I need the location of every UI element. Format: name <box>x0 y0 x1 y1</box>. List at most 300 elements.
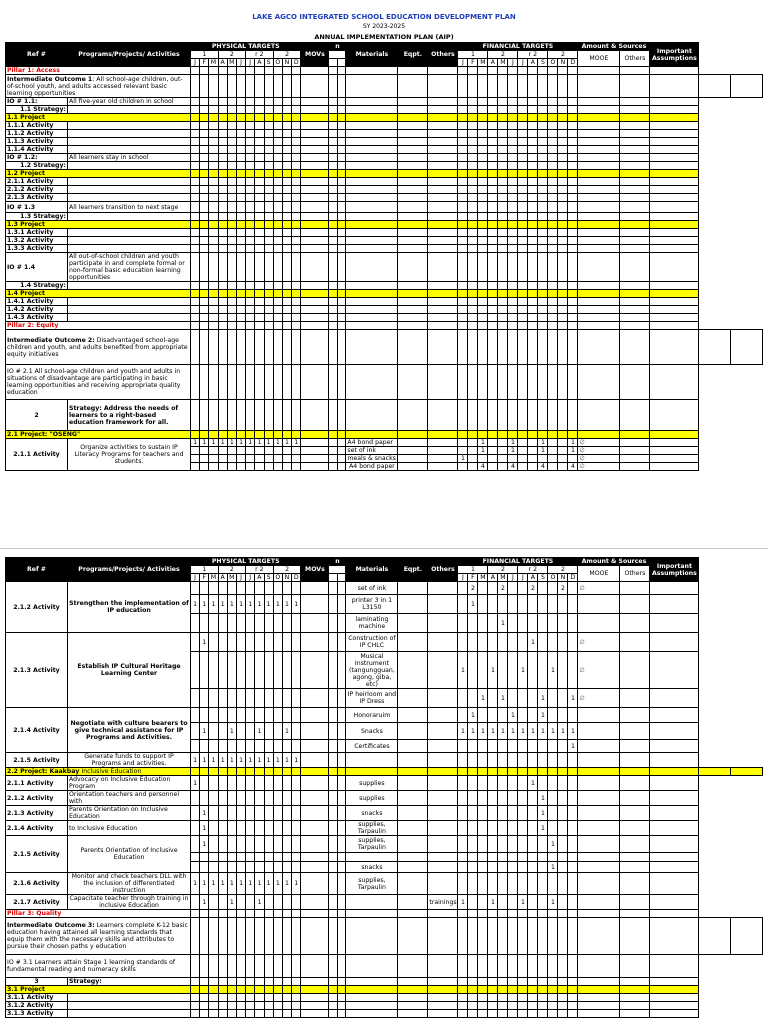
table-cell: 2 <box>558 582 568 595</box>
table-cell <box>255 202 264 213</box>
table-cell <box>338 186 346 194</box>
table-cell <box>191 708 200 723</box>
table-cell <box>428 862 458 873</box>
table-cell <box>236 723 245 740</box>
table-cell <box>292 114 301 122</box>
table-cell: 1 <box>246 439 255 447</box>
table-cell <box>528 955 538 978</box>
table-cell <box>227 652 236 689</box>
table-cell <box>218 245 227 253</box>
table-cell: IO # 1.2: <box>6 154 68 162</box>
table-cell <box>620 162 650 170</box>
table-cell <box>246 986 255 994</box>
table-cell <box>236 895 245 910</box>
table-cell <box>329 202 338 213</box>
table-cell <box>301 791 329 806</box>
table-cell <box>191 186 200 194</box>
table-cell <box>227 689 236 708</box>
table-cell: ∅ <box>578 633 620 652</box>
table-cell <box>398 689 428 708</box>
table-cell: 1.3.1 Activity <box>6 229 68 237</box>
table-cell <box>650 290 699 298</box>
table-cell <box>558 106 568 114</box>
table-cell <box>538 178 548 186</box>
table-cell <box>227 910 236 918</box>
table-cell <box>398 306 428 314</box>
table-cell: 2 <box>218 51 246 59</box>
table-cell <box>301 463 329 471</box>
table-cell <box>508 836 518 853</box>
table-cell <box>458 862 468 873</box>
table-cell <box>558 1002 568 1010</box>
table-cell: Generate funds to support IP Programs and activities. <box>68 753 191 768</box>
table-cell <box>498 146 508 154</box>
table-cell <box>218 194 227 202</box>
table-cell <box>538 614 548 633</box>
table-cell <box>498 439 508 447</box>
table-cell <box>209 322 218 330</box>
table-cell <box>255 978 264 986</box>
table-cell <box>428 170 458 178</box>
table-cell <box>650 1002 699 1010</box>
table-cell <box>650 365 699 400</box>
table-cell <box>528 122 538 130</box>
table-cell <box>458 791 468 806</box>
table-cell <box>468 994 478 1002</box>
table-cell <box>620 202 650 213</box>
table-cell: 2.1.5 Activity <box>6 753 68 768</box>
table-cell <box>488 282 498 290</box>
table-cell <box>398 708 428 723</box>
table-cell <box>191 652 200 689</box>
table-cell <box>568 75 578 98</box>
table-cell <box>301 614 329 633</box>
table-cell <box>200 170 209 178</box>
table-cell <box>468 776 478 791</box>
table-cell: 1.4 Project <box>6 290 191 298</box>
table-cell <box>273 708 282 723</box>
table-cell <box>292 170 301 178</box>
table-cell: 1 <box>191 873 200 895</box>
table-cell <box>650 130 699 138</box>
table-cell <box>264 740 273 753</box>
table-cell <box>498 178 508 186</box>
table-row <box>6 895 763 910</box>
table-cell <box>301 67 329 75</box>
table-cell: J <box>191 574 200 582</box>
table-cell <box>428 245 458 253</box>
table-cell <box>218 821 227 836</box>
table-cell: D <box>568 59 578 67</box>
table-cell <box>478 114 488 122</box>
table-cell <box>518 768 528 776</box>
table-cell <box>292 154 301 162</box>
table-cell <box>620 1002 650 1010</box>
table-cell <box>68 106 191 114</box>
table-cell <box>264 955 273 978</box>
table-cell: 1 <box>508 708 518 723</box>
table-cell <box>620 768 650 776</box>
table-cell <box>191 455 200 463</box>
table-cell <box>468 330 478 365</box>
table-cell <box>200 130 209 138</box>
table-cell <box>568 652 578 689</box>
table-cell <box>428 447 458 455</box>
table-cell <box>218 229 227 237</box>
table-cell <box>209 910 218 918</box>
table-cell <box>227 633 236 652</box>
table-cell: 4 <box>478 463 488 471</box>
table-cell <box>329 994 338 1002</box>
table-cell <box>301 365 329 400</box>
table-cell <box>264 1010 273 1018</box>
table-cell <box>508 806 518 821</box>
table-cell <box>301 330 329 365</box>
table-cell <box>538 213 548 221</box>
table-cell: 1 <box>538 806 548 821</box>
table-cell <box>498 202 508 213</box>
table-cell <box>329 768 338 776</box>
table-cell: 1 <box>200 753 209 768</box>
table-cell <box>209 186 218 194</box>
table-cell: IO # 1.1: <box>6 98 68 106</box>
table-cell <box>568 98 578 106</box>
table-cell <box>338 853 346 862</box>
table-cell: ∅ <box>578 455 620 463</box>
table-cell <box>398 229 428 237</box>
table-cell <box>236 986 245 994</box>
table-cell <box>458 106 468 114</box>
table-cell <box>620 154 650 162</box>
table-cell <box>282 282 291 290</box>
table-cell <box>538 873 548 895</box>
table-cell: 1 <box>548 836 558 853</box>
table-cell <box>255 290 264 298</box>
table-cell <box>568 633 578 652</box>
table-cell <box>301 806 329 821</box>
table-cell <box>255 455 264 463</box>
table-cell: 2 <box>548 566 578 574</box>
table-cell <box>568 314 578 322</box>
table-cell: 1 <box>264 439 273 447</box>
table-cell <box>558 740 568 753</box>
table-cell <box>255 130 264 138</box>
table-cell <box>650 75 699 98</box>
table-cell <box>538 431 548 439</box>
table-cell: 1 <box>246 753 255 768</box>
table-cell <box>346 753 398 768</box>
col-ref: Ref # <box>6 558 68 582</box>
table-cell <box>282 154 291 162</box>
table-cell <box>568 614 578 633</box>
table-cell <box>468 455 478 463</box>
table-cell <box>264 213 273 221</box>
table-cell <box>264 455 273 463</box>
table-cell <box>329 582 338 595</box>
table-cell <box>246 290 255 298</box>
table-cell <box>246 821 255 836</box>
table-cell <box>488 221 498 229</box>
table-cell <box>620 652 650 689</box>
table-cell <box>508 170 518 178</box>
table-cell <box>191 400 200 431</box>
table-cell <box>329 689 338 708</box>
table-cell <box>191 146 200 154</box>
table-cell <box>568 253 578 282</box>
table-cell <box>478 67 488 75</box>
table-cell <box>428 98 458 106</box>
table-cell <box>518 282 528 290</box>
table-cell <box>538 768 548 776</box>
table-cell <box>246 768 255 776</box>
table-cell <box>227 1010 236 1018</box>
table-cell <box>488 776 498 791</box>
table-cell <box>264 178 273 186</box>
table-cell <box>68 186 191 194</box>
table-cell: 2 <box>218 566 246 574</box>
table-cell <box>548 439 558 447</box>
table-cell <box>246 614 255 633</box>
table-cell <box>329 836 338 853</box>
table-cell <box>273 67 282 75</box>
table-cell <box>282 229 291 237</box>
table-cell <box>568 978 578 986</box>
table-cell <box>548 994 558 1002</box>
table-cell <box>468 306 478 314</box>
table-cell <box>508 365 518 400</box>
table-cell <box>508 114 518 122</box>
table-cell <box>246 895 255 910</box>
table-cell <box>458 245 468 253</box>
table-cell <box>255 431 264 439</box>
table-cell <box>346 229 398 237</box>
table-cell: J <box>236 59 245 67</box>
table-cell <box>236 213 245 221</box>
table-cell <box>538 282 548 290</box>
table-cell <box>329 895 338 910</box>
table-cell <box>6 768 191 776</box>
table-cell <box>209 282 218 290</box>
table-cell <box>538 365 548 400</box>
table-cell <box>273 776 282 791</box>
table-cell <box>246 1010 255 1018</box>
io3-label: Intermediate Outcome 3: <box>7 922 95 929</box>
table-cell: 2 <box>488 51 518 59</box>
table-cell: 1.3.2 Activity <box>6 237 68 245</box>
table-cell: N <box>282 574 291 582</box>
table-cell <box>209 178 218 186</box>
table-cell: 1 <box>236 595 245 614</box>
col-n: n <box>329 558 346 566</box>
table-cell <box>282 306 291 314</box>
table-cell <box>191 614 200 633</box>
table-cell <box>528 282 538 290</box>
table-cell <box>578 282 620 290</box>
table-cell <box>458 67 468 75</box>
table-cell: 1 <box>236 439 245 447</box>
table-cell <box>264 689 273 708</box>
table-cell <box>508 298 518 306</box>
table-cell <box>488 768 498 776</box>
table-cell <box>650 723 699 740</box>
table-cell <box>458 431 468 439</box>
table-cell: M <box>498 59 508 67</box>
table-cell <box>292 862 301 873</box>
table-cell <box>578 740 620 753</box>
table-cell: 1 <box>273 873 282 895</box>
table-cell <box>548 154 558 162</box>
table-cell <box>548 213 558 221</box>
table-cell <box>264 154 273 162</box>
table-cell <box>227 178 236 186</box>
table-cell <box>200 290 209 298</box>
col-others-source: Others <box>620 566 650 582</box>
table-cell <box>329 365 338 400</box>
table-cell <box>264 614 273 633</box>
table-cell <box>458 237 468 245</box>
table-cell <box>227 365 236 400</box>
table-cell <box>650 229 699 237</box>
table-cell <box>329 1010 338 1018</box>
table-cell <box>528 895 538 910</box>
table-cell <box>398 202 428 213</box>
table-cell: Strategy: <box>68 978 191 986</box>
table-cell <box>458 162 468 170</box>
table-cell <box>620 836 650 853</box>
table-cell <box>578 75 620 98</box>
table-cell <box>200 978 209 986</box>
table-cell <box>398 652 428 689</box>
table-cell <box>264 330 273 365</box>
table-cell <box>478 652 488 689</box>
table-row <box>6 221 763 229</box>
table-cell <box>498 229 508 237</box>
table-cell <box>246 633 255 652</box>
table-cell <box>518 853 528 862</box>
table-cell: 2 <box>548 51 578 59</box>
table-cell: S <box>264 59 273 67</box>
table-cell <box>478 194 488 202</box>
table-cell <box>301 282 329 290</box>
table-cell: 1 <box>209 439 218 447</box>
table-cell: N <box>558 59 568 67</box>
table-cell <box>528 75 538 98</box>
table-cell <box>209 791 218 806</box>
table-cell <box>428 146 458 154</box>
table-cell <box>478 221 488 229</box>
table-cell <box>478 213 488 221</box>
table-cell <box>650 614 699 633</box>
table-cell <box>558 776 568 791</box>
table-row <box>6 753 763 768</box>
table-cell <box>200 67 209 75</box>
table-cell <box>227 98 236 106</box>
table-cell <box>528 1002 538 1010</box>
table-cell <box>338 978 346 986</box>
table-cell <box>292 314 301 322</box>
table-cell <box>264 253 273 282</box>
table-cell <box>468 194 478 202</box>
table-cell <box>468 106 478 114</box>
table-cell <box>301 306 329 314</box>
table-cell <box>338 330 346 365</box>
table-cell <box>329 708 338 723</box>
table-cell <box>329 463 338 471</box>
table-cell: 1 <box>458 566 488 574</box>
table-cell <box>329 122 338 130</box>
table-cell <box>488 229 498 237</box>
table-cell <box>518 753 528 768</box>
table-cell: 1.1.1 Activity <box>6 122 68 130</box>
table-cell <box>428 106 458 114</box>
table-cell <box>398 994 428 1002</box>
table-cell <box>346 978 398 986</box>
table-cell <box>227 213 236 221</box>
table-cell <box>68 1010 191 1018</box>
table-cell <box>488 322 498 330</box>
table-cell <box>650 98 699 106</box>
table-cell <box>191 213 200 221</box>
table-cell <box>301 1010 329 1018</box>
table-cell <box>478 582 488 595</box>
table-cell <box>538 862 548 873</box>
table-cell <box>548 146 558 154</box>
table-cell <box>236 194 245 202</box>
table-cell <box>329 652 338 689</box>
table-cell <box>558 431 568 439</box>
table-cell <box>478 708 488 723</box>
table-cell: ∅ <box>578 689 620 708</box>
table-row <box>6 170 763 178</box>
table-cell <box>200 994 209 1002</box>
table-cell <box>548 776 558 791</box>
table-cell <box>273 330 282 365</box>
table-cell: 1 <box>282 753 291 768</box>
table-row <box>6 213 763 221</box>
table-cell <box>518 114 528 122</box>
table-cell <box>508 873 518 895</box>
table-cell <box>508 740 518 753</box>
table-cell <box>508 595 518 614</box>
table-cell <box>488 994 498 1002</box>
table-cell <box>236 237 245 245</box>
table-cell <box>398 298 428 306</box>
table-cell <box>218 986 227 994</box>
table-cell <box>292 178 301 186</box>
table-cell <box>218 853 227 862</box>
table-cell <box>246 229 255 237</box>
table-cell <box>246 862 255 873</box>
table-cell <box>650 776 699 791</box>
table-row <box>6 439 763 447</box>
table-cell: 1 <box>282 595 291 614</box>
table-cell <box>236 463 245 471</box>
table-cell <box>538 290 548 298</box>
table-cell <box>200 447 209 455</box>
table-cell <box>468 130 478 138</box>
table-cell <box>558 146 568 154</box>
table-cell <box>227 282 236 290</box>
table-cell <box>246 723 255 740</box>
table-cell <box>558 836 568 853</box>
table-cell <box>329 229 338 237</box>
table-cell <box>398 431 428 439</box>
table-cell: O <box>273 59 282 67</box>
table-cell: 1 <box>458 51 488 59</box>
table-cell <box>301 170 329 178</box>
table-cell <box>246 314 255 322</box>
table-cell <box>428 455 458 463</box>
